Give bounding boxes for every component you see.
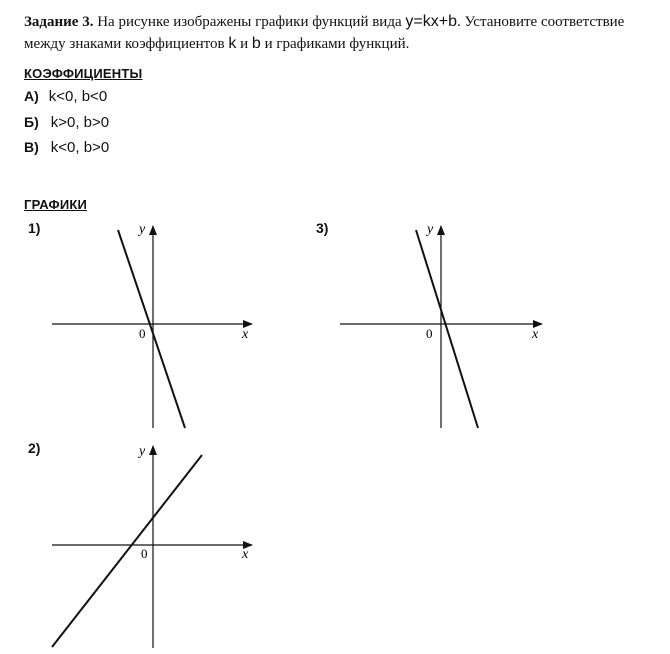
option-text: k<0, b<0 <box>48 88 108 105</box>
option-text: k<0, b>0 <box>50 139 110 156</box>
graph-1-x-label: x <box>242 327 249 342</box>
graph-1-origin-label: 0 <box>139 326 146 341</box>
task-label: Задание 3. <box>24 14 94 30</box>
task-text-3: и графиками функций. <box>260 36 410 52</box>
graph-2-number: 2) <box>28 440 41 456</box>
graph-3-x-label: x <box>532 327 539 342</box>
graphs-header: ГРАФИКИ <box>24 197 88 212</box>
graph-2-y-label: y <box>139 444 146 459</box>
graph-2-x-label: x <box>242 547 249 562</box>
graph-3-origin-label: 0 <box>426 326 433 341</box>
graph-2-origin-label: 0 <box>141 546 148 561</box>
graph-1 <box>52 222 252 428</box>
option-letter: В) <box>24 139 39 155</box>
coefficients-header: КОЭФФИЦИЕНТЫ <box>24 66 143 81</box>
graph-1-number: 1) <box>28 220 41 236</box>
option-letter: А) <box>24 88 39 104</box>
task-and: и <box>236 36 252 52</box>
task-k: k <box>228 35 237 52</box>
graph-1-line <box>118 230 185 428</box>
task-b: b <box>251 35 261 52</box>
task-text-2: . Установите соответствие между знаками коэффициентов <box>24 14 625 52</box>
graph-2-line <box>52 455 202 647</box>
option-letter: Б) <box>24 114 39 130</box>
graph-3-y-label: y <box>427 222 434 237</box>
option-text: k>0, b>0 <box>50 114 110 131</box>
graph-1-y-label: y <box>139 222 146 237</box>
graph-2 <box>52 444 252 648</box>
task-text-1: На рисунке изображены графики функций вида <box>93 14 406 30</box>
graph-3-number: 3) <box>316 220 329 236</box>
task-formula: y=kx+b <box>405 13 457 30</box>
graph-3 <box>340 222 542 428</box>
